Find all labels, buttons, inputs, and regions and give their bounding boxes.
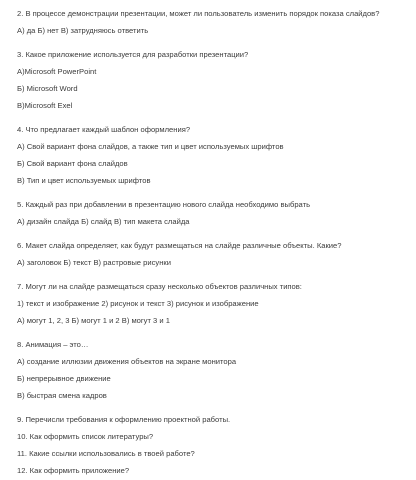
question-block-5 bbox=[17, 196, 416, 230]
question-block-3 bbox=[17, 46, 416, 114]
answer-line: А) заголовок Б) текст В) растровые рисунки bbox=[17, 258, 171, 267]
question-block-8 bbox=[17, 336, 416, 404]
question-12: 12. Как оформить приложение? bbox=[17, 466, 130, 475]
question-block-2 bbox=[17, 5, 416, 39]
answer-line: А) создание иллюзии движения объектов на экране монитора bbox=[17, 357, 237, 366]
question-8: 8. Анимация – это… bbox=[17, 340, 89, 349]
question-7: 7. Могут ли на слайде размещаться сразу несколько объектов различных типов: bbox=[17, 282, 302, 291]
answer-line: A)Microsoft PowerPoint bbox=[17, 67, 97, 76]
question-10: 10. Как оформить список литературы? bbox=[17, 432, 154, 441]
answer-line: Б) Microsoft Word bbox=[17, 84, 78, 93]
question-5: 5. Каждый раз при добавлении в презентацию нового слайда необходимо выбрать bbox=[17, 200, 311, 209]
answer-line: Б) непрерывное движение bbox=[17, 374, 111, 383]
answer-line: Б) Свой вариант фона слайдов bbox=[17, 159, 128, 168]
question-9: 9. Перечисли требования к оформлению проектной работы. bbox=[17, 415, 231, 424]
question-2: 2. В процессе демонстрации презентации, может ли пользователь изменить порядок показа слайдов? bbox=[17, 9, 380, 18]
question-block-4 bbox=[17, 121, 416, 189]
answer-line: А) дизайн слайда Б) слайд В) тип макета слайда bbox=[17, 217, 190, 226]
question-4: 4. Что предлагает каждый шаблон оформления? bbox=[17, 125, 191, 134]
answer-line: А) да Б) нет В) затрудняюсь ответить bbox=[17, 26, 149, 35]
answer-line: В)Microsoft Exel bbox=[17, 101, 73, 110]
question-block-9-12 bbox=[17, 411, 416, 479]
question-3: 3. Какое приложение используется для разработки презентации? bbox=[17, 50, 249, 59]
question-6: 6. Макет слайда определяет, как будут размещаться на слайде различные объекты. Какие? bbox=[17, 241, 342, 250]
answer-line: 1) текст и изображение 2) рисунок и текст 3) рисунок и изображение bbox=[17, 299, 259, 308]
answer-line: В) быстрая смена кадров bbox=[17, 391, 107, 400]
answer-line: В) Тип и цвет используемых шрифтов bbox=[17, 176, 151, 185]
question-block-7 bbox=[17, 278, 416, 329]
question-block-6 bbox=[17, 237, 416, 271]
answer-line: А) могут 1, 2, 3 Б) могут 1 и 2 В) могут 3 и 1 bbox=[17, 316, 170, 325]
question-11: 11. Какие ссылки использовались в твоей работе? bbox=[17, 449, 195, 458]
answer-line: А) Свой вариант фона слайдов, а также тип и цвет используемых шрифтов bbox=[17, 142, 284, 151]
